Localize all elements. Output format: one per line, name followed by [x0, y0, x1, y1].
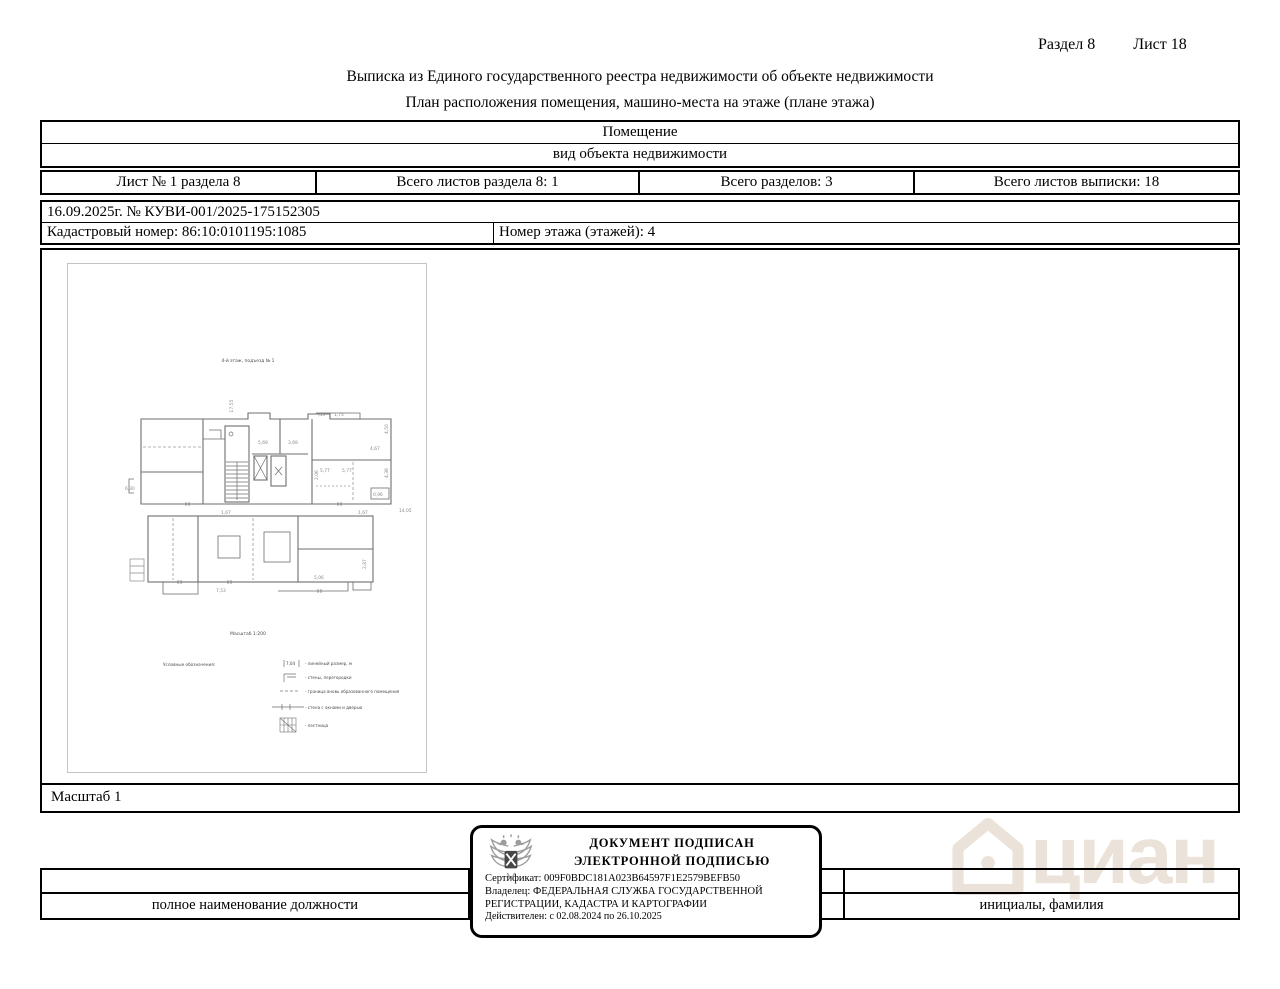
position-table	[40, 868, 470, 920]
boundary-dashed	[143, 447, 353, 580]
cadastral-number: Кадастровый номер: 86:10:0101195:1085	[42, 223, 494, 243]
stamp-certificate: Сертификат: 009F0BDC181A023B64597F1E2579BEFB50	[485, 873, 741, 884]
stairs	[226, 432, 248, 500]
legend-symbol: 7,04	[286, 661, 296, 666]
rosreestr-eagle-icon	[488, 834, 534, 888]
dim-label: 14,05	[399, 509, 412, 514]
dim-label: 17,55	[230, 399, 235, 413]
legend-title: Условные обозначения:	[163, 662, 216, 667]
dim-label: 2,87	[363, 559, 368, 569]
date-number: 16.09.2025г. № КУВИ-001/2025-175152305	[42, 202, 1238, 223]
dim-label: 5,77	[342, 469, 352, 474]
dim-label: 1,67	[358, 511, 368, 516]
dimension-labels	[125, 412, 412, 594]
dim-label: 4,38	[385, 468, 390, 478]
legend-label: - граница вновь образованного помещения	[305, 689, 400, 694]
dim-label: 4,50	[385, 424, 390, 434]
legend-label: - стена с окнами и дверью	[305, 705, 363, 710]
floor-plan-svg	[68, 264, 428, 774]
stamp-title-1: ДОКУМЕНТ ПОДПИСАН	[589, 836, 755, 850]
stamp-owner-line2: РЕГИСТРАЦИИ, КАДАСТРА И КАРТОГРАФИИ	[485, 899, 707, 910]
dim-label: 6,30	[125, 487, 135, 492]
dim-label: 1,75	[334, 413, 344, 418]
floor-plan-drawing	[67, 263, 427, 773]
dim-label: 5,77	[320, 469, 330, 474]
sheet-cell: Всего листов раздела 8: 1	[317, 172, 640, 193]
sheet-number: Лист 18	[1133, 36, 1187, 53]
scale-row: Масштаб 1	[42, 783, 1238, 811]
sheet-cell: Всего листов выписки: 18	[993, 174, 1160, 190]
name-value-cell	[845, 870, 1238, 894]
dim-label: 0,96	[373, 493, 383, 498]
dim-label: 5,69	[258, 441, 268, 446]
dim-label: 1,67	[221, 511, 231, 516]
left-balcony-hatch	[130, 559, 144, 581]
name-caption: инициалы, фамилия	[979, 897, 1104, 913]
table-line-stub	[820, 892, 845, 894]
name-table	[843, 868, 1240, 920]
dim-label: 3,69	[288, 441, 298, 446]
floor-number: Номер этажа (этажей): 4	[499, 224, 656, 240]
object-type-table	[40, 120, 1240, 168]
legend-label: - линейный размер, м	[305, 661, 352, 666]
position-caption: полное наименование должности	[151, 897, 359, 913]
object-type-caption: вид объекта недвижимости	[552, 146, 728, 162]
section-number: Раздел 8	[1038, 36, 1096, 53]
plan-caption: 4-й этаж, подъезд № 1	[221, 359, 275, 364]
legend-label: - лестница	[305, 723, 329, 728]
floor-plan-section	[40, 248, 1240, 813]
dim-label: 4,67	[370, 447, 380, 452]
watermark-text: циан	[1030, 810, 1218, 901]
position-value-cell	[42, 870, 468, 894]
table-line-stub	[820, 868, 845, 870]
dim-label: ,45	[318, 413, 325, 418]
table-line-stub	[820, 918, 845, 920]
page-corner	[1038, 36, 1248, 54]
stamp-owner-line1: Владелец: ФЕДЕРАЛЬНАЯ СЛУЖБА ГОСУДАРСТВЕННОЙ	[485, 886, 763, 897]
signature-stamp	[470, 825, 822, 938]
dim-label: 5,06	[314, 576, 324, 581]
date-cadastral-table	[40, 200, 1240, 245]
dim-label: 7,53	[216, 589, 226, 594]
document-title: Выписка из Единого государственного реестра недвижимости об объекте недвижимости	[346, 68, 934, 85]
sheet-cell: Лист № 1 раздела 8	[42, 172, 317, 193]
legend-label: - стены, перегородки	[305, 675, 352, 680]
stamp-title-2: ЭЛЕКТРОННОЙ ПОДПИСЬЮ	[573, 854, 771, 868]
sheet-cell: Всего разделов: 3	[640, 172, 915, 193]
object-type-value: Помещение	[42, 122, 1238, 144]
stamp-validity: Действителен: с 02.08.2024 по 26.10.2025	[485, 911, 662, 922]
plan-scale-note: Масштаб 1:200	[230, 632, 266, 637]
document-subtitle: План расположения помещения, машино-места на этаже (плане этажа)	[405, 94, 875, 111]
dim-label: 2,06	[315, 470, 320, 480]
sheets-table	[40, 170, 1240, 195]
legend	[272, 660, 400, 732]
